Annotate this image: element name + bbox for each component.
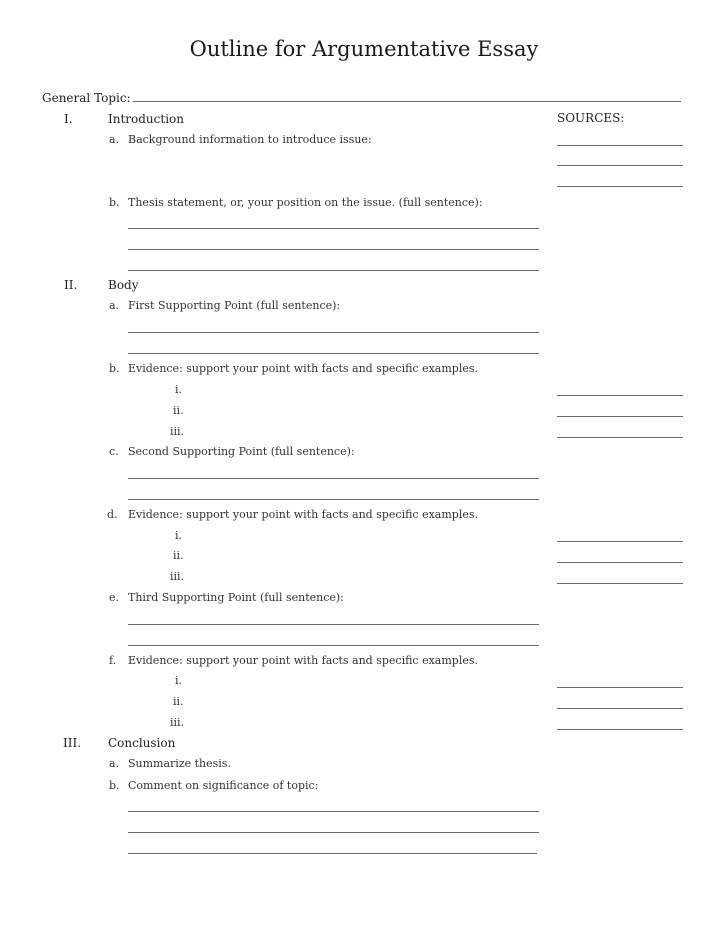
evidence-2-source-iii-input[interactable]: [557, 569, 683, 584]
body-d-prompt: Evidence: support your point with facts and specific examples.: [128, 508, 478, 521]
body-f-prompt: Evidence: support your point with facts and specific examples.: [128, 654, 478, 667]
general-topic-label: General Topic:: [42, 91, 131, 105]
page-title: Outline for Argumentative Essay: [189, 37, 539, 61]
section-intro-heading: Introduction: [108, 112, 184, 126]
significance-line-1-input[interactable]: [128, 797, 539, 812]
body-c-prompt: Second Supporting Point (full sentence):: [128, 445, 355, 458]
point-1-line-1-input[interactable]: [128, 318, 539, 333]
point-2-line-2-input[interactable]: [128, 485, 539, 500]
evidence-2-ii-label: ii.: [173, 549, 184, 562]
point-3-line-1-input[interactable]: [128, 610, 539, 625]
body-b-prompt: Evidence: support your point with facts and specific examples.: [128, 362, 478, 375]
evidence-3-ii-label: ii.: [173, 695, 184, 708]
section-intro-numeral: I.: [64, 112, 73, 126]
conclusion-a-prompt: Summarize thesis.: [128, 757, 231, 770]
conclusion-b-letter: b.: [109, 779, 120, 792]
conclusion-a-letter: a.: [109, 757, 120, 770]
section-conclusion-heading: Conclusion: [108, 736, 176, 750]
body-e-letter: e.: [109, 591, 120, 604]
evidence-1-i-label: i.: [175, 383, 183, 396]
evidence-2-i-label: i.: [175, 529, 183, 542]
evidence-3-source-ii-input[interactable]: [557, 694, 683, 709]
intro-b-prompt: Thesis statement, or, your position on the issue. (full sentence):: [128, 196, 483, 209]
point-2-line-1-input[interactable]: [128, 464, 539, 479]
evidence-2-source-ii-input[interactable]: [557, 548, 683, 563]
body-a-prompt: First Supporting Point (full sentence):: [128, 299, 341, 312]
evidence-3-source-i-input[interactable]: [557, 673, 683, 688]
intro-b-letter: b.: [109, 196, 120, 209]
evidence-1-ii-label: ii.: [173, 404, 184, 417]
general-topic-input[interactable]: [133, 87, 681, 102]
intro-a-prompt: Background information to introduce issue:: [128, 133, 372, 146]
evidence-1-source-iii-input[interactable]: [557, 423, 683, 438]
evidence-2-source-i-input[interactable]: [557, 527, 683, 542]
evidence-1-source-i-input[interactable]: [557, 381, 683, 396]
thesis-line-1-input[interactable]: [128, 214, 539, 229]
evidence-3-source-iii-input[interactable]: [557, 715, 683, 730]
section-body-numeral: II.: [64, 278, 78, 292]
body-e-prompt: Third Supporting Point (full sentence):: [128, 591, 344, 604]
significance-line-3-input[interactable]: [128, 839, 537, 854]
body-a-letter: a.: [109, 299, 120, 312]
evidence-2-iii-label: iii.: [170, 570, 185, 583]
body-b-letter: b.: [109, 362, 120, 375]
body-d-letter: d.: [107, 508, 118, 521]
thesis-line-3-input[interactable]: [128, 256, 539, 271]
section-body-heading: Body: [108, 278, 139, 292]
intro-source-2-input[interactable]: [557, 151, 683, 166]
intro-source-1-input[interactable]: [557, 131, 683, 146]
point-1-line-2-input[interactable]: [128, 339, 539, 354]
evidence-1-iii-label: iii.: [170, 425, 185, 438]
section-conclusion-numeral: III.: [63, 736, 82, 750]
conclusion-b-prompt: Comment on significance of topic:: [128, 779, 319, 792]
intro-a-letter: a.: [109, 133, 120, 146]
point-3-line-2-input[interactable]: [128, 631, 539, 646]
intro-source-3-input[interactable]: [557, 172, 683, 187]
thesis-line-2-input[interactable]: [128, 235, 539, 250]
evidence-1-source-ii-input[interactable]: [557, 402, 683, 417]
body-c-letter: c.: [109, 445, 119, 458]
evidence-3-iii-label: iii.: [170, 716, 185, 729]
evidence-3-i-label: i.: [175, 674, 183, 687]
sources-header: SOURCES:: [557, 111, 625, 125]
body-f-letter: f.: [109, 654, 117, 667]
significance-line-2-input[interactable]: [128, 818, 539, 833]
